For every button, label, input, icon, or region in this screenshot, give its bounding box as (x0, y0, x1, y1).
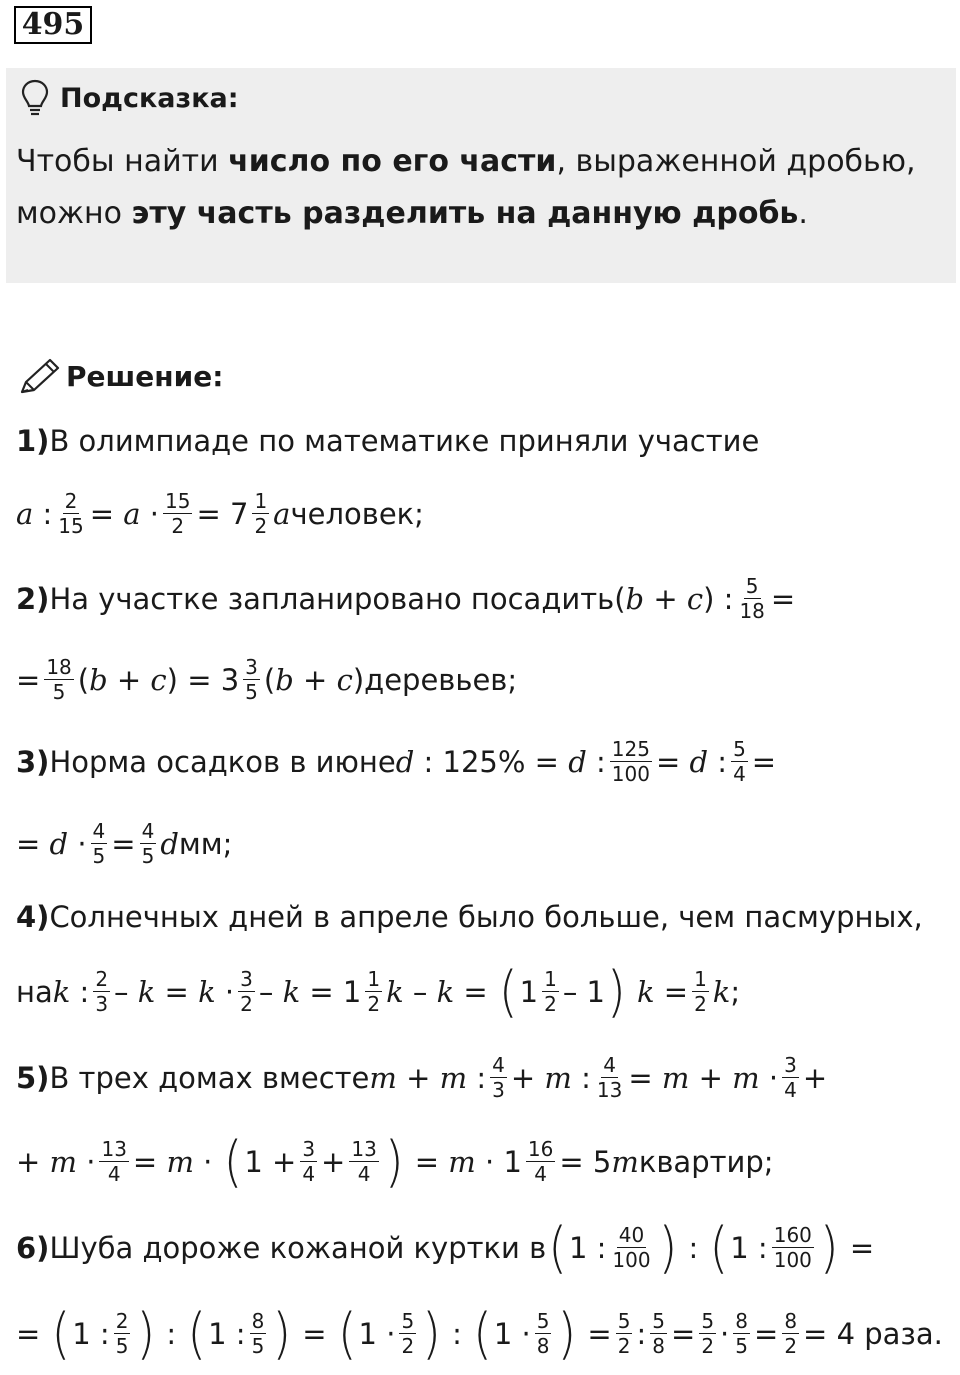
solution-title: Решение: (66, 359, 224, 393)
solution-item-1: 1) В олимпиаде по математике приняли участие (16, 424, 760, 458)
solution-formula-5: + m · 13 4 = m · ( 1 + 3 4 + 13 4 ) = m · 1 16 4 = 5 m квартир; (16, 1129, 774, 1194)
solution-formula-3: = d · 4 5 = 4 5 d мм; (16, 819, 233, 868)
hint-title: Подсказка: (60, 82, 239, 114)
solution-formula-6: = ( 1 : 2 5 ) : ( 1 : 8 5 ) = ( 1 · 5 2 ) : ( 1 · 5 8 ) = 5 2 : 5 8 = 5 2 · 8 5 = $\frac{8}{2}$ = 4 раза. (16, 1301, 943, 1366)
hint-box (6, 68, 956, 283)
solution-item-4: 4) Солнечных дней в апреле было больше, чем пасмурных, (16, 900, 923, 934)
solution-formula-4: на k : 2 3 – k = k · 3 2 – k = 1 1 2 k – k = ( 1 1 2 – 1 ) k = 1 2 k ; (16, 959, 741, 1024)
pencil-icon (18, 356, 62, 396)
hint-line-1: Чтобы найти число по его части, выраженной дробью, (16, 144, 916, 179)
hint-header (20, 80, 239, 116)
solution-formula-1: a : 2 15 = a · 15 2 = 7 1 2 a человек; (16, 489, 424, 538)
solution-header (18, 354, 223, 398)
solution-item-5: 5) В трех домах вместе m + m : 4 3 + m : 4 13 = m + m · 3 4 + (16, 1053, 828, 1102)
lightbulb-icon (20, 79, 50, 117)
solution-item-6: 6) Шуба дороже кожаной куртки в ( 1 : 40 100 ) : ( 1 : 160 100 ) = (16, 1215, 875, 1280)
solution-item-3: 3) Норма осадков в июне d : 125% = d : 125 100 = d : 5 4 = (16, 737, 777, 786)
task-number: 495 (14, 6, 92, 44)
solution-item-2: 2) На участке запланировано посадить ( b + c ) : 5 18 = (16, 574, 796, 623)
hint-line-2: можно эту часть разделить на данную дробь. (16, 196, 808, 231)
solution-formula-2: = 18 5 ( b + c ) = 3 3 5 ( b + c ) деревьев; (16, 655, 518, 704)
